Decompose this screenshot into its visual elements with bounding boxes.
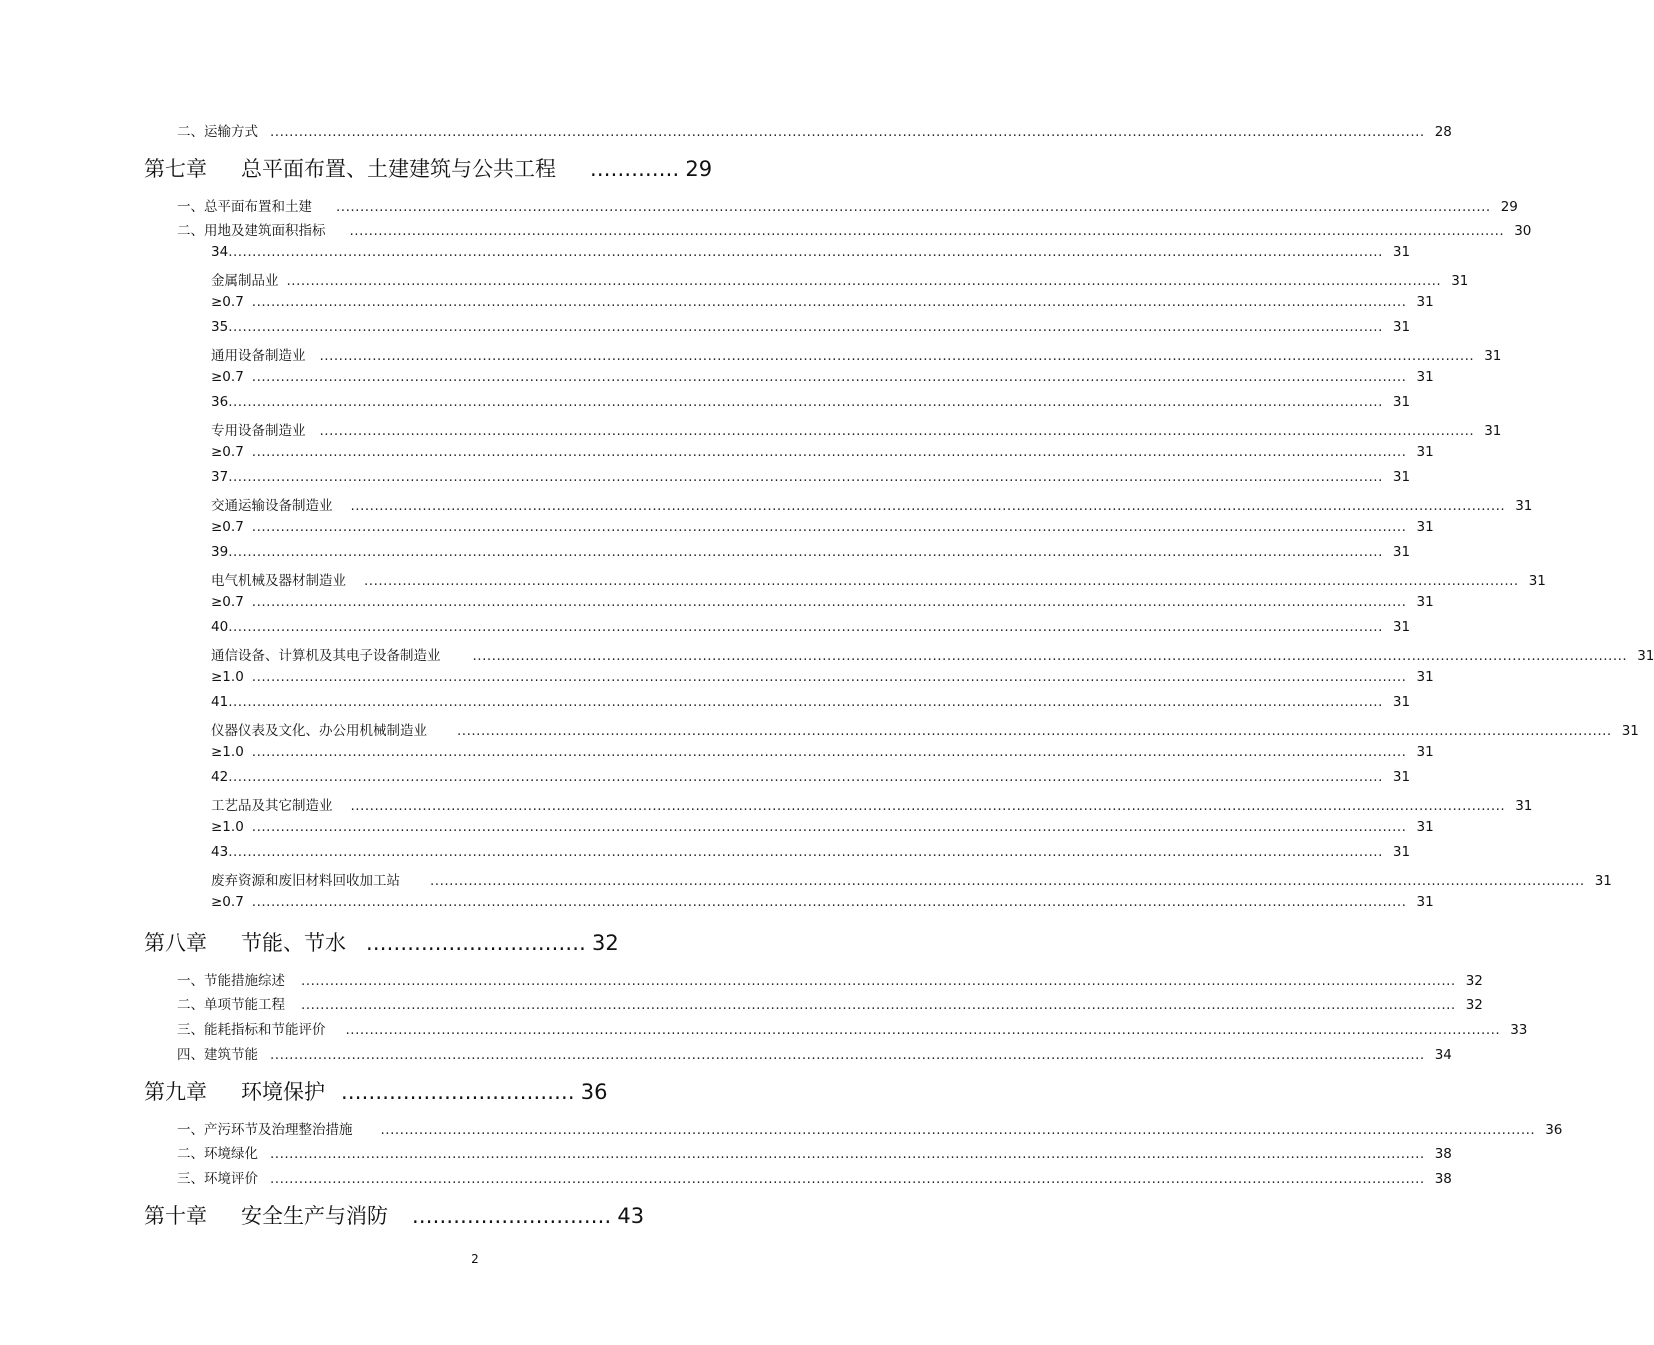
toc-entry-page: 30 xyxy=(1514,223,1532,239)
toc-item[interactable] xyxy=(211,294,1434,312)
toc-item[interactable] xyxy=(211,669,1434,687)
dot-leader: ................................................................................................................................................................................................................................................. xyxy=(228,244,1383,260)
chapter-page: 32 xyxy=(592,931,619,955)
dot-leader: ................................................................................................................................................................................................................................................. xyxy=(270,1171,1425,1187)
chapter-title: 环境保护 xyxy=(241,1080,325,1104)
toc-entry-page: 33 xyxy=(1510,1022,1528,1038)
toc-item-label: 37 xyxy=(211,469,229,485)
toc-item-label: ≥1.0 xyxy=(211,819,244,835)
toc-item-page: 31 xyxy=(1416,444,1434,460)
toc-chapter-8[interactable] xyxy=(144,927,619,955)
page-number: 2 xyxy=(471,1252,479,1266)
toc-entry-page: 36 xyxy=(1545,1122,1563,1138)
dot-leader: ................................................................................................................................................................................................................................................. xyxy=(270,1047,1425,1063)
toc-item-label: 40 xyxy=(211,619,229,635)
dot-leader: ................................................................................................................................................................................................................................................. xyxy=(228,769,1383,785)
toc-item-label: ≥0.7 xyxy=(211,369,244,385)
dot-leader: ................................................................................................................................................................................................................................................. xyxy=(251,294,1407,310)
dot-leader: ................................................................................................................................................................................................................................................. xyxy=(251,594,1407,610)
dot-leader: ................................................................................................................................................................................................................................................. xyxy=(228,844,1383,860)
toc-item-page: 31 xyxy=(1392,619,1411,635)
toc-entry[interactable] xyxy=(177,993,1483,1013)
toc-item-page: 31 xyxy=(1416,594,1434,610)
dot-leader: ................................................................................................................................................................................................................................................. xyxy=(301,973,1456,989)
toc-item-page: 31 xyxy=(1392,694,1411,710)
toc-item-label: 41 xyxy=(211,694,229,710)
toc-entry-label: 二、单项节能工程 xyxy=(177,997,285,1013)
toc-item-page: 31 xyxy=(1416,744,1434,760)
toc-item-page: 31 xyxy=(1484,423,1502,439)
dot-leader: ................................................................................................................................................................................................................................................. xyxy=(228,469,1383,485)
dot-leader: ................................................................................................................................................................................................................................................. xyxy=(251,519,1407,535)
toc-item-label: 43 xyxy=(211,844,229,860)
toc-chapter-10[interactable] xyxy=(144,1200,644,1228)
dot-leader: ................................................................................................................................................................................................................................................. xyxy=(270,124,1425,140)
toc-item[interactable] xyxy=(211,269,1469,289)
dot-leader: ................................................................................................................................................................................................................................................. xyxy=(380,1122,1536,1138)
toc-item[interactable] xyxy=(211,894,1434,912)
dot-leader: ................................................................................................................................................................................................................................................. xyxy=(251,369,1407,385)
toc-item-label: 仪器仪表及文化、办公用机械制造业 xyxy=(211,723,427,739)
toc-entry-label: 一、总平面布置和土建 xyxy=(177,199,312,215)
toc-item-page: 31 xyxy=(1594,873,1612,889)
dot-leader: ................................................................................................................................................................................................................................................. xyxy=(319,348,1475,364)
toc-entry[interactable] xyxy=(177,120,1452,140)
toc-item[interactable] xyxy=(211,569,1546,589)
dot-leader: ................................................................................................................................................................................................................................................. xyxy=(228,544,1383,560)
dot-leader: ................................................................................................................................................................................................................................................. xyxy=(350,498,1506,514)
toc-item-page: 31 xyxy=(1416,294,1434,310)
dot-leader: ............................. xyxy=(412,1204,612,1228)
dot-leader: ................................ xyxy=(366,931,587,955)
dot-leader: ................................................................................................................................................................................................................................................. xyxy=(364,573,1519,589)
toc-item-label: 电气机械及器材制造业 xyxy=(211,573,346,589)
toc-item[interactable] xyxy=(211,769,1411,787)
dot-leader: .................................. xyxy=(341,1080,575,1104)
toc-item-label: 废弃资源和废旧材料回收加工站 xyxy=(211,873,400,889)
toc-entry-label: 四、建筑节能 xyxy=(177,1047,258,1063)
toc-item[interactable] xyxy=(211,819,1434,837)
chapter-title: 总平面布置、土建建筑与公共工程 xyxy=(241,157,556,181)
toc-item[interactable] xyxy=(211,419,1502,439)
toc-item-label: 34 xyxy=(211,244,229,260)
toc-item-page: 31 xyxy=(1392,469,1411,485)
dot-leader: ................................................................................................................................................................................................................................................. xyxy=(228,319,1383,335)
chapter-number: 第十章 xyxy=(144,1204,207,1228)
toc-entry-label: 二、运输方式 xyxy=(177,124,258,140)
dot-leader: ................................................................................................................................................................................................................................................. xyxy=(251,819,1407,835)
dot-leader: ................................................................................................................................................................................................................................................. xyxy=(251,744,1407,760)
dot-leader: ................................................................................................................................................................................................................................................. xyxy=(301,997,1456,1013)
chapter-title: 安全生产与消防 xyxy=(241,1204,388,1228)
toc-item[interactable] xyxy=(211,469,1411,487)
toc-item-page: 31 xyxy=(1392,544,1411,560)
dot-leader: ................................................................................................................................................................................................................................................. xyxy=(457,723,1612,739)
toc-item-page: 31 xyxy=(1515,798,1533,814)
toc-item[interactable] xyxy=(211,394,1411,412)
toc-item-page: 31 xyxy=(1416,519,1434,535)
chapter-title: 节能、节水 xyxy=(241,931,346,955)
toc-item[interactable] xyxy=(211,444,1434,462)
toc-entry-label: 三、能耗指标和节能评价 xyxy=(177,1022,326,1038)
toc-item-label: ≥1.0 xyxy=(211,669,244,685)
toc-entry[interactable] xyxy=(177,219,1532,239)
toc-item-page: 31 xyxy=(1416,369,1434,385)
toc-entry[interactable] xyxy=(177,1018,1528,1038)
toc-chapter-9[interactable] xyxy=(144,1076,608,1104)
toc-entry-page: 28 xyxy=(1434,124,1452,140)
toc-entry[interactable] xyxy=(177,195,1518,215)
toc-item-label: 39 xyxy=(211,544,229,560)
toc-item-label: 金属制品业 xyxy=(211,273,279,289)
toc-item-label: ≥0.7 xyxy=(211,444,244,460)
toc-item[interactable] xyxy=(211,619,1411,637)
toc-entry[interactable] xyxy=(177,1118,1563,1138)
toc-item-page: 31 xyxy=(1637,648,1654,664)
toc-entry-label: 二、环境绿化 xyxy=(177,1146,258,1162)
toc-entry-label: 一、节能措施综述 xyxy=(177,973,285,989)
toc-item-label: 工艺品及其它制造业 xyxy=(211,798,333,814)
toc-item-page: 31 xyxy=(1416,819,1434,835)
toc-item[interactable] xyxy=(211,519,1434,537)
toc-item[interactable] xyxy=(211,694,1411,712)
toc-entry-page: 29 xyxy=(1500,199,1518,215)
toc-entry-page: 38 xyxy=(1434,1171,1452,1187)
toc-entry-page: 38 xyxy=(1434,1146,1452,1162)
toc-item-page: 31 xyxy=(1392,244,1411,260)
chapter-page: 36 xyxy=(580,1080,608,1104)
toc-item-page: 31 xyxy=(1621,723,1639,739)
toc-item[interactable] xyxy=(211,644,1654,664)
toc-item-page: 31 xyxy=(1528,573,1546,589)
toc-item[interactable] xyxy=(211,744,1434,762)
chapter-page: 43 xyxy=(617,1204,645,1228)
toc-item-page: 31 xyxy=(1392,319,1411,335)
dot-leader: ................................................................................................................................................................................................................................................. xyxy=(350,798,1506,814)
dot-leader: ................................................................................................................................................................................................................................................. xyxy=(228,694,1383,710)
toc-item-label: ≥0.7 xyxy=(211,519,244,535)
toc-item-page: 31 xyxy=(1451,273,1469,289)
toc-item-label: ≥0.7 xyxy=(211,894,244,910)
toc-item-label: 35 xyxy=(211,319,229,335)
dot-leader: ............. xyxy=(590,157,680,181)
dot-leader: ................................................................................................................................................................................................................................................. xyxy=(251,894,1407,910)
toc-item-page: 31 xyxy=(1416,894,1434,910)
toc-item[interactable] xyxy=(211,844,1411,862)
dot-leader: ................................................................................................................................................................................................................................................. xyxy=(349,223,1505,239)
toc-item-page: 31 xyxy=(1392,394,1411,410)
dot-leader: ................................................................................................................................................................................................................................................. xyxy=(286,273,1442,289)
dot-leader: ................................................................................................................................................................................................................................................. xyxy=(430,873,1585,889)
toc-item[interactable] xyxy=(211,719,1639,739)
toc-item-label: 42 xyxy=(211,769,229,785)
toc-entry[interactable] xyxy=(177,1142,1452,1162)
dot-leader: ................................................................................................................................................................................................................................................. xyxy=(251,444,1407,460)
toc-entry[interactable] xyxy=(177,969,1483,989)
dot-leader: ................................................................................................................................................................................................................................................. xyxy=(251,669,1407,685)
toc-item[interactable] xyxy=(211,319,1411,337)
toc-item-label: ≥0.7 xyxy=(211,594,244,610)
toc-item-page: 31 xyxy=(1416,669,1434,685)
toc-item-label: 通信设备、计算机及其电子设备制造业 xyxy=(211,648,441,664)
toc-entry[interactable] xyxy=(177,1167,1452,1187)
toc-item-label: 通用设备制造业 xyxy=(211,348,306,364)
dot-leader: ................................................................................................................................................................................................................................................. xyxy=(345,1022,1501,1038)
toc-entry-label: 二、用地及建筑面积指标 xyxy=(177,223,326,239)
chapter-number: 第七章 xyxy=(144,157,207,181)
toc-entry-page: 32 xyxy=(1465,973,1483,989)
dot-leader: ................................................................................................................................................................................................................................................. xyxy=(270,1146,1425,1162)
toc-entry-page: 32 xyxy=(1465,997,1483,1013)
toc-item[interactable] xyxy=(211,869,1612,889)
toc-item-label: ≥1.0 xyxy=(211,744,244,760)
chapter-page: 29 xyxy=(685,157,713,181)
toc-item-label: 交通运输设备制造业 xyxy=(211,498,333,514)
toc-entry-page: 34 xyxy=(1434,1047,1452,1063)
toc-item-label: 36 xyxy=(211,394,229,410)
dot-leader: ................................................................................................................................................................................................................................................. xyxy=(336,199,1491,215)
toc-item-page: 31 xyxy=(1515,498,1533,514)
toc-item[interactable] xyxy=(211,369,1434,387)
toc-chapter-7[interactable] xyxy=(144,153,712,181)
toc-entry-label: 一、产污环节及治理整治措施 xyxy=(177,1122,353,1138)
toc-item[interactable] xyxy=(211,594,1434,612)
toc-item[interactable] xyxy=(211,344,1502,364)
toc-entry-label: 三、环境评价 xyxy=(177,1171,258,1187)
dot-leader: ................................................................................................................................................................................................................................................. xyxy=(228,619,1383,635)
dot-leader: ................................................................................................................................................................................................................................................. xyxy=(319,423,1475,439)
toc-entry[interactable] xyxy=(177,1043,1452,1063)
toc-item-label: ≥0.7 xyxy=(211,294,244,310)
chapter-number: 第九章 xyxy=(144,1080,207,1104)
toc-item-page: 31 xyxy=(1392,769,1411,785)
toc-item-label: 专用设备制造业 xyxy=(211,423,306,439)
toc-item[interactable] xyxy=(211,544,1411,562)
toc-item[interactable] xyxy=(211,244,1411,262)
chapter-number: 第八章 xyxy=(144,931,207,955)
dot-leader: ................................................................................................................................................................................................................................................. xyxy=(472,648,1628,664)
toc-item-page: 31 xyxy=(1392,844,1411,860)
toc-item[interactable] xyxy=(211,794,1533,814)
toc-item[interactable] xyxy=(211,494,1533,514)
dot-leader: ................................................................................................................................................................................................................................................. xyxy=(228,394,1383,410)
toc-item-page: 31 xyxy=(1484,348,1502,364)
